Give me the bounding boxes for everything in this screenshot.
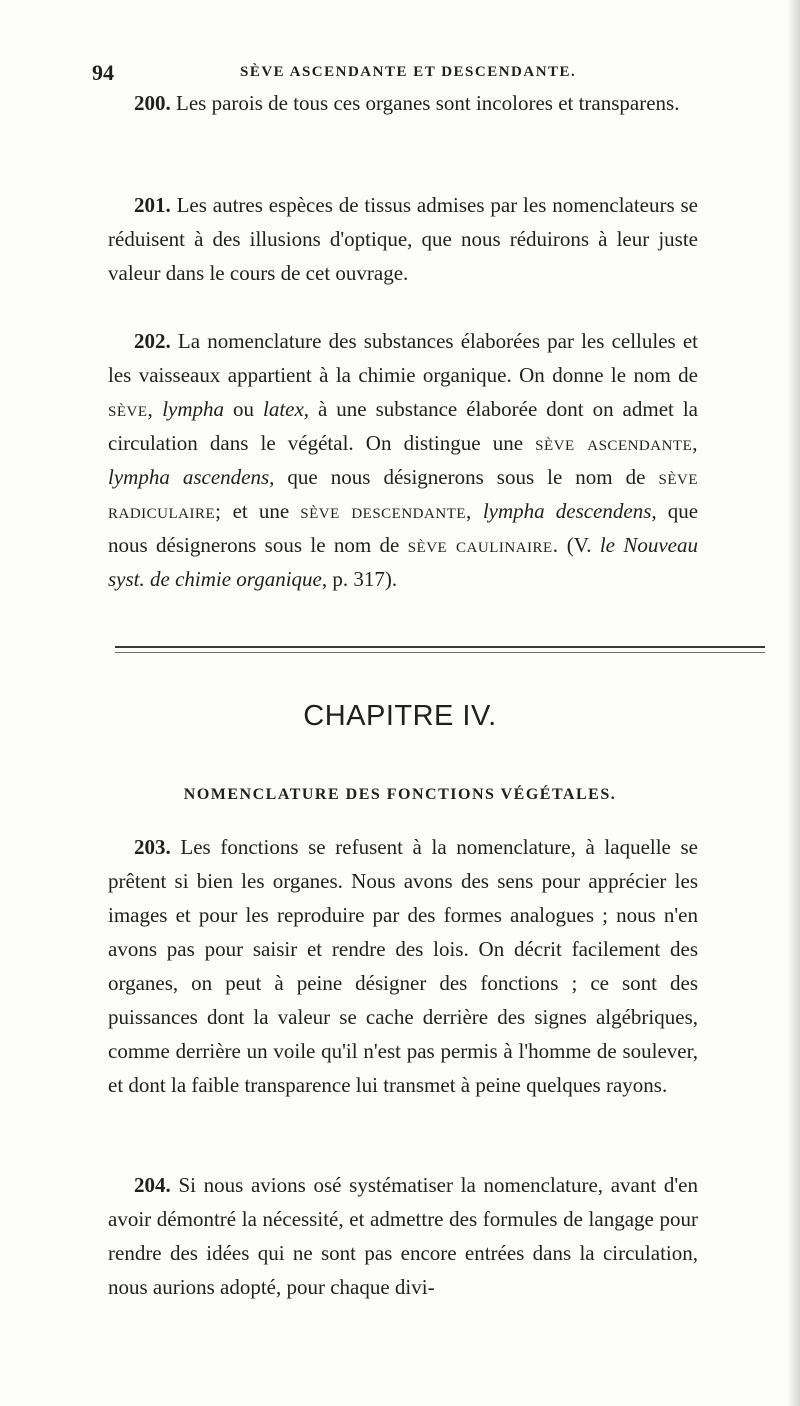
- term-lympha: lympha: [162, 397, 225, 421]
- paragraph-text: La nomenclature des substances élaborées par les cellules et les vaisseaux appartient à la chimie organique. On donne le nom de: [108, 329, 698, 387]
- paragraph-202: [108, 324, 698, 596]
- paragraph-204: [108, 1168, 698, 1304]
- running-title: SÈVE ASCENDANTE ET DESCENDANTE.: [240, 64, 577, 80]
- term-seve-ascendante: sève ascendante,: [535, 431, 699, 455]
- page-edge-shadow: [786, 0, 800, 1406]
- reference-page: p. 317).: [332, 567, 398, 591]
- term-seve-radiculaire: sève radiculaire;: [108, 465, 698, 523]
- paragraph-number: 203.: [134, 835, 171, 859]
- paragraph-number: 200.: [134, 91, 171, 115]
- paragraph-text: Les fonctions se refusent à la nomenclature, à laquelle se prêtent si bien les organes. Nous avons des sens pour apprécier les images et pour les reproduire par des formes analogues ; nous n'en avons pas pour saisir et rendre des lois. On décrit facilement des organes, on peut à peine désigner des fonctions ; ce sont des puissances dont la valeur se cache derrière des signes algébriques, comme derrière un voile qu'il n'est pas permis à l'homme de soulever, et dont la faible transparence lui transmet à peine quelques rayons.: [108, 835, 699, 1097]
- paragraph-text: à une substance élaborée dont on admet la circulation dans le végétal. On distingue une: [108, 397, 698, 455]
- paragraph-text: que nous désignerons sous le nom de: [108, 499, 699, 557]
- paragraph-text: que nous désignerons sous le nom de: [287, 465, 646, 489]
- chapter-subtitle: NOMENCLATURE DES FONCTIONS VÉGÉTALES.: [183, 786, 617, 803]
- term-lympha-ascendens: lympha ascendens,: [108, 465, 275, 489]
- term-seve-caulinaire: sève caulinaire.: [407, 533, 559, 557]
- section-divider-thin: [115, 652, 765, 653]
- term-lympha-descendens: lympha descendens,: [482, 499, 657, 523]
- paragraph-text: Les parois de tous ces organes sont incolores et transparens.: [176, 91, 680, 115]
- paragraph-number: 201.: [134, 193, 171, 217]
- term-seve: sève,: [108, 397, 154, 421]
- paragraph-text: et une: [232, 499, 290, 523]
- paragraph-200: [108, 86, 698, 120]
- reference-title: le Nouveau syst. de chimie organique,: [108, 533, 698, 591]
- paragraph-201: [108, 188, 698, 290]
- conjunction: ou: [233, 397, 255, 421]
- chapter-title: CHAPITRE IV.: [303, 700, 497, 732]
- reference-open: (V.: [566, 533, 592, 557]
- paragraph-number: 202.: [134, 329, 171, 353]
- page-number: 94: [92, 60, 114, 85]
- paragraph-number: 204.: [134, 1173, 171, 1197]
- term-seve-descendante: sève descendante,: [300, 499, 472, 523]
- section-divider: [115, 646, 765, 648]
- paragraph-203: [108, 830, 698, 1102]
- paragraph-text: Les autres espèces de tissus admises par les nomenclateurs se réduisent à des illusions d'optique, que nous réduirons à leur juste valeur dans le cours de cet ouvrage.: [108, 193, 698, 285]
- running-head: [92, 60, 712, 88]
- term-latex: latex,: [262, 397, 310, 421]
- paragraph-text: Si nous avions osé systématiser la nomenclature, avant d'en avoir démontré la nécessité, et admettre des formules de langage pour rendre des idées qui ne sont pas encore entrées dans la circulation, nous aurions adopté, pour chaque divi-: [108, 1173, 698, 1299]
